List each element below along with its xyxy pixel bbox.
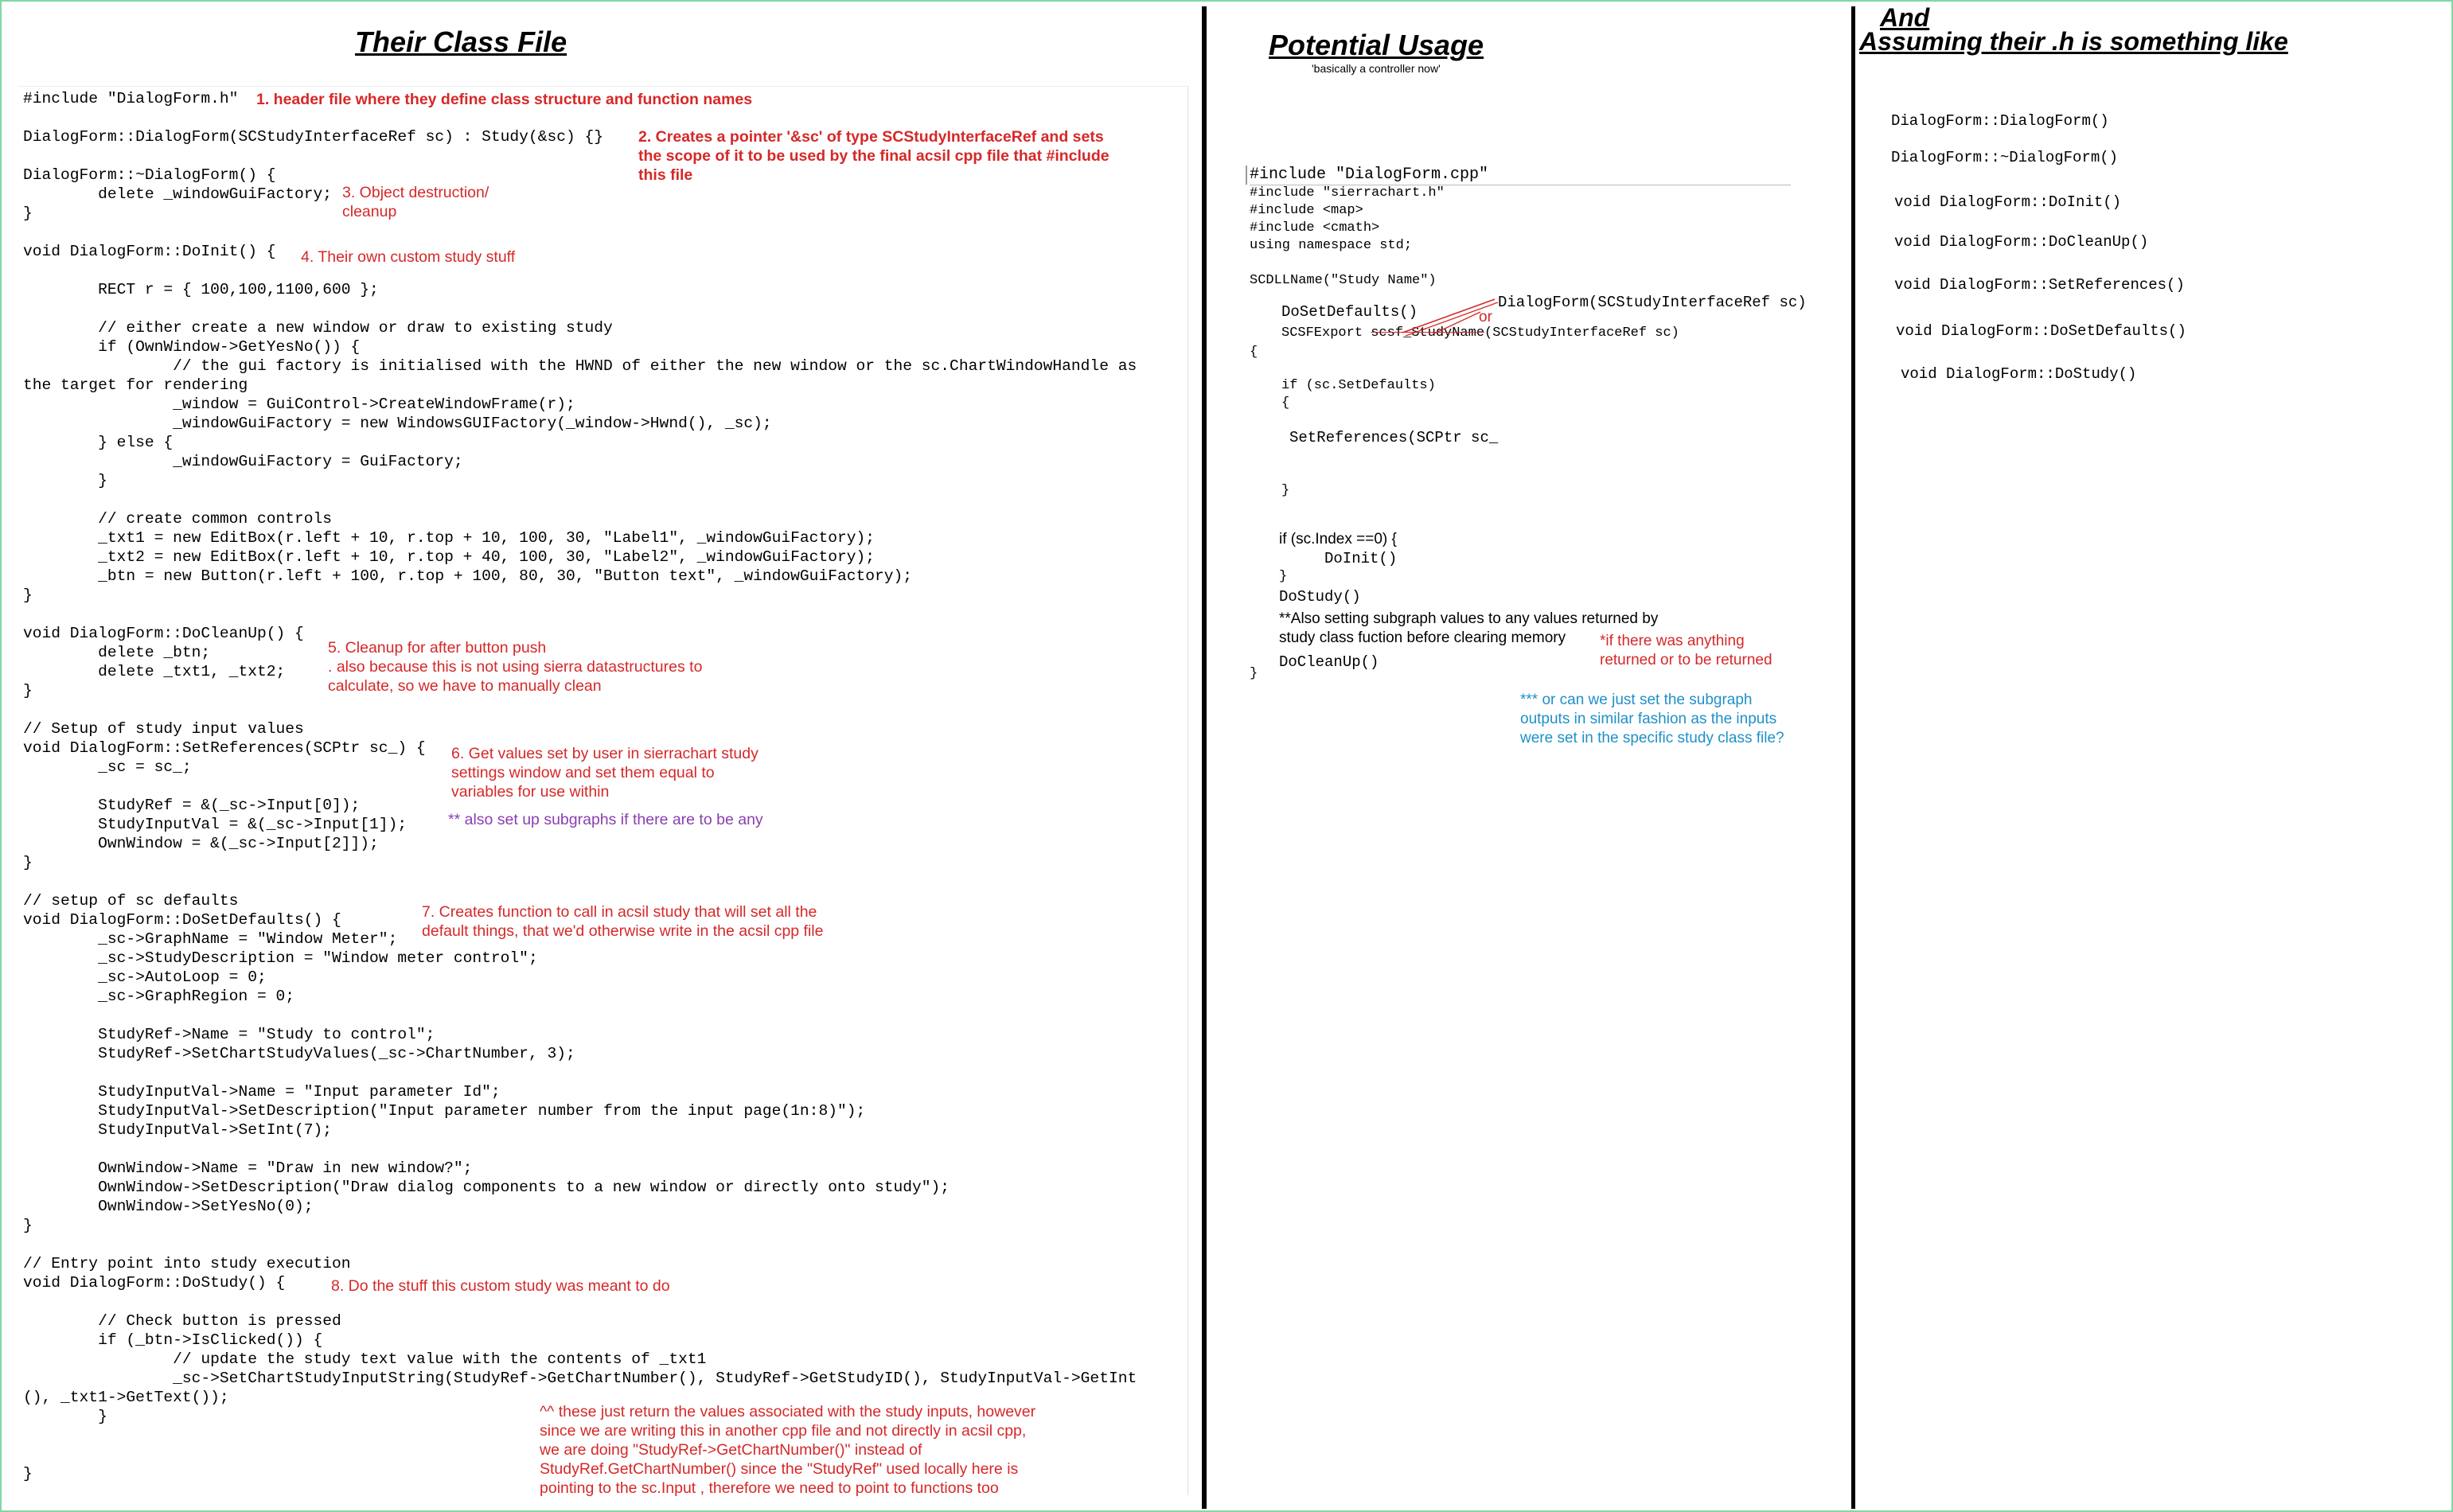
- code-line: DialogForm::~DialogForm() {: [23, 166, 276, 184]
- usage-brace-inner-close: }: [1281, 483, 1290, 498]
- header-item: void DialogForm::SetReferences(): [1894, 276, 2185, 294]
- code-line: delete _btn;: [23, 644, 211, 661]
- code-line: _sc->GraphRegion = 0;: [23, 988, 294, 1005]
- usage-do-study: DoStudy(): [1279, 588, 1361, 606]
- code-line: OwnWindow->SetDescription("Draw dialog components to a new window or directly onto study");: [23, 1179, 950, 1196]
- note-cleanup: 5. Cleanup for after button push . also because this is not using sierra datastructures to calculate, so we have to manually clean: [328, 639, 703, 695]
- code-line: }: [23, 682, 33, 699]
- header-item: void DialogForm::DoCleanUp(): [1894, 233, 2149, 251]
- header-item: void DialogForm::DoInit(): [1894, 193, 2122, 211]
- code-line: OwnWindow = &(_sc->Input[2]]);: [23, 835, 379, 852]
- code-line: DialogForm::DialogForm(SCStudyInterfaceRef sc) : Study(&sc) {}: [23, 128, 604, 146]
- code-line: // update the study text value with the contents of _txt1: [23, 1350, 707, 1368]
- ink-stroke: [1402, 299, 1495, 333]
- code-line: StudyInputVal->Name = "Input parameter Id";: [23, 1083, 501, 1101]
- note-do-study: 8. Do the stuff this custom study was meant to do: [331, 1277, 670, 1295]
- code-line: // the gui factory is initialised with the HWND of either the new window or the sc.ChartWindowHandle as: [23, 357, 1137, 375]
- code-line: // Check button is pressed: [23, 1312, 341, 1330]
- code-line: StudyRef->Name = "Study to control";: [23, 1026, 435, 1043]
- code-line: OwnWindow->Name = "Draw in new window?";: [23, 1159, 473, 1177]
- usage-code-top: #include "sierrachart.h" #include <map> #include <cmath> using namespace std; SCDLLName("Study Name"): [1250, 185, 1445, 288]
- code-line: _sc->SetChartStudyInputString(StudyRef->GetChartNumber(), StudyRef->GetStudyID(), StudyInputVal->GetInt: [23, 1370, 1137, 1387]
- code-line: (), _txt1->GetText());: [23, 1389, 229, 1406]
- usage-do-set-defaults: DoSetDefaults(): [1281, 303, 1418, 321]
- code-line: StudyRef = &(_sc->Input[0]);: [23, 797, 361, 814]
- code-line: _sc = sc_;: [23, 758, 192, 776]
- usage-include-mark: [1246, 166, 1247, 185]
- code-line: // setup of sc defaults: [23, 892, 239, 910]
- header-item: void DialogForm::DoSetDefaults(): [1896, 322, 2186, 340]
- code-line: _txt1 = new EditBox(r.left + 10, r.top + 10, 100, 30, "Label1", _windowGuiFactory);: [23, 529, 875, 547]
- code-line: }: [23, 472, 107, 489]
- code-line: }: [23, 854, 33, 871]
- code-line: _btn = new Button(r.left + 100, r.top + 100, 80, 30, "Button text", _windowGuiFactory);: [23, 567, 913, 585]
- usage-brace-open: {: [1250, 345, 1258, 360]
- usage-or-label: or: [1479, 309, 1492, 325]
- code-line: _windowGuiFactory = GuiFactory;: [23, 453, 463, 470]
- code-line: void DialogForm::SetReferences(SCPtr sc_) {: [23, 739, 426, 757]
- usage-do-init: DoInit(): [1324, 550, 1398, 567]
- note-return-values: ^^ these just return the values associated with the study inputs, however since we are writing this in another cpp file and not directly in acsil cpp, we are doing "StudyRef->GetChartNumber()" instead of StudyRef.GetChartNumber() since the "StudyRef" used locally here is pointing to the sc.Input , therefore we need to point to functions too: [540, 1403, 1036, 1497]
- code-line: #include "DialogForm.h": [23, 90, 239, 107]
- code-line: if (OwnWindow->GetYesNo()) {: [23, 338, 361, 356]
- usage-title: Potential Usage: [1269, 29, 1484, 61]
- note-destruction: 3. Object destruction/ cleanup: [342, 184, 489, 220]
- usage-do-cleanup: DoCleanUp(): [1279, 653, 1379, 671]
- usage-brace-close-small: }: [1279, 569, 1288, 584]
- code-line: }: [23, 205, 33, 222]
- usage-if-anything: *if there was anything returned or to be returned: [1600, 633, 1772, 668]
- code-line: delete _txt1, _txt2;: [23, 663, 286, 680]
- code-line: void DialogForm::DoSetDefaults() {: [23, 911, 341, 929]
- usage-question: *** or can we just set the subgraph outputs in similar fashion as the inputs were set in the specific study class file?: [1520, 692, 1784, 746]
- code-line: the target for rendering: [23, 376, 248, 394]
- code-line: RECT r = { 100,100,1100,600 };: [23, 281, 379, 298]
- usage-export-suffix: (SCStudyInterfaceRef sc): [1484, 325, 1679, 341]
- class-file-title: Their Class File: [355, 25, 567, 58]
- header-item: DialogForm::~DialogForm(): [1891, 149, 2119, 166]
- usage-brace-close: }: [1250, 666, 1258, 681]
- code-line: }: [23, 1465, 33, 1483]
- header-title-line1: And: [1880, 3, 1930, 32]
- code-line: _window = GuiControl->CreateWindowFrame(r);: [23, 396, 575, 413]
- code-line: StudyInputVal->SetDescription("Input parameter number from the input page(1n:8)");: [23, 1102, 866, 1120]
- header-item: void DialogForm::DoStudy(): [1901, 365, 2137, 383]
- note-pointer-scope: 2. Creates a pointer '&sc' of type SCStudyInterfaceRef and sets the scope of it to be used by the final acsil cpp file that #include this file: [638, 128, 1110, 184]
- usage-if-defaults: if (sc.SetDefaults) {: [1281, 378, 1436, 411]
- code-line: StudyInputVal->SetInt(7);: [23, 1121, 333, 1139]
- note-get-values: 6. Get values set by user in sierrachart study settings window and set them equal to variables for use within: [451, 745, 759, 801]
- column-divider-2: [1851, 6, 1855, 1509]
- code-line: delete _windowGuiFactory;: [23, 185, 333, 203]
- column-divider-1: [1202, 6, 1207, 1509]
- usage-include-main: #include "DialogForm.cpp": [1250, 166, 1489, 184]
- note-header-file: 1. header file where they define class structure and function names: [256, 91, 753, 108]
- ink-stroke: [1406, 302, 1498, 336]
- code-line: }: [23, 1408, 107, 1425]
- code-line: _sc->GraphName = "Window Meter";: [23, 930, 398, 948]
- usage-subtitle: 'basically a controller now': [1312, 62, 1441, 75]
- code-line: StudyRef->SetChartStudyValues(_sc->ChartNumber, 3);: [23, 1045, 575, 1062]
- code-line: void DialogForm::DoStudy() {: [23, 1274, 286, 1292]
- code-line: // either create a new window or draw to existing study: [23, 319, 613, 337]
- header-item: DialogForm::DialogForm(): [1891, 112, 2109, 130]
- note-subgraphs: ** also set up subgraphs if there are to be any: [448, 811, 763, 828]
- usage-ctor-alt: DialogForm(SCStudyInterfaceRef sc): [1498, 294, 1807, 311]
- header-title-line2: Assuming their .h is something like: [1859, 27, 2288, 56]
- usage-ink-lines: [1401, 294, 1504, 342]
- code-line: if (_btn->IsClicked()) {: [23, 1331, 323, 1349]
- code-line: void DialogForm::DoInit() {: [23, 243, 276, 260]
- usage-set-references: SetReferences(SCPtr sc_: [1289, 429, 1499, 446]
- usage-also-note: **Also setting subgraph values to any values returned by study class fuction before clearing memory: [1279, 610, 1659, 646]
- code-line: void DialogForm::DoCleanUp() {: [23, 625, 304, 642]
- code-line: OwnWindow->SetYesNo(0);: [23, 1198, 314, 1215]
- note-set-defaults: 7. Creates function to call in acsil study that will set all the default things, that we'd otherwise write in the acsil cpp file: [422, 903, 824, 940]
- usage-export-struck: scsf_StudyName: [1371, 325, 1485, 341]
- code-line: _txt2 = new EditBox(r.left + 10, r.top + 40, 100, 30, "Label2", _windowGuiFactory);: [23, 548, 875, 566]
- code-line: // Entry point into study execution: [23, 1255, 351, 1272]
- code-line: }: [23, 586, 33, 604]
- code-line: }: [23, 1217, 33, 1234]
- code-line: // create common controls: [23, 510, 333, 528]
- code-line: _sc->AutoLoop = 0;: [23, 968, 267, 986]
- usage-if-index: if (sc.Index ==0) {: [1279, 531, 1397, 548]
- usage-export-prefix: SCSFExport: [1281, 325, 1371, 341]
- code-line: _sc->StudyDescription = "Window meter control";: [23, 949, 538, 967]
- code-line: // Setup of study input values: [23, 720, 304, 738]
- code-line: _windowGuiFactory = new WindowsGUIFactory(_window->Hwnd(), _sc);: [23, 415, 772, 432]
- code-line: } else {: [23, 434, 174, 451]
- code-line: StudyInputVal = &(_sc->Input[1]);: [23, 816, 408, 833]
- note-custom-study: 4. Their own custom study stuff: [301, 248, 516, 266]
